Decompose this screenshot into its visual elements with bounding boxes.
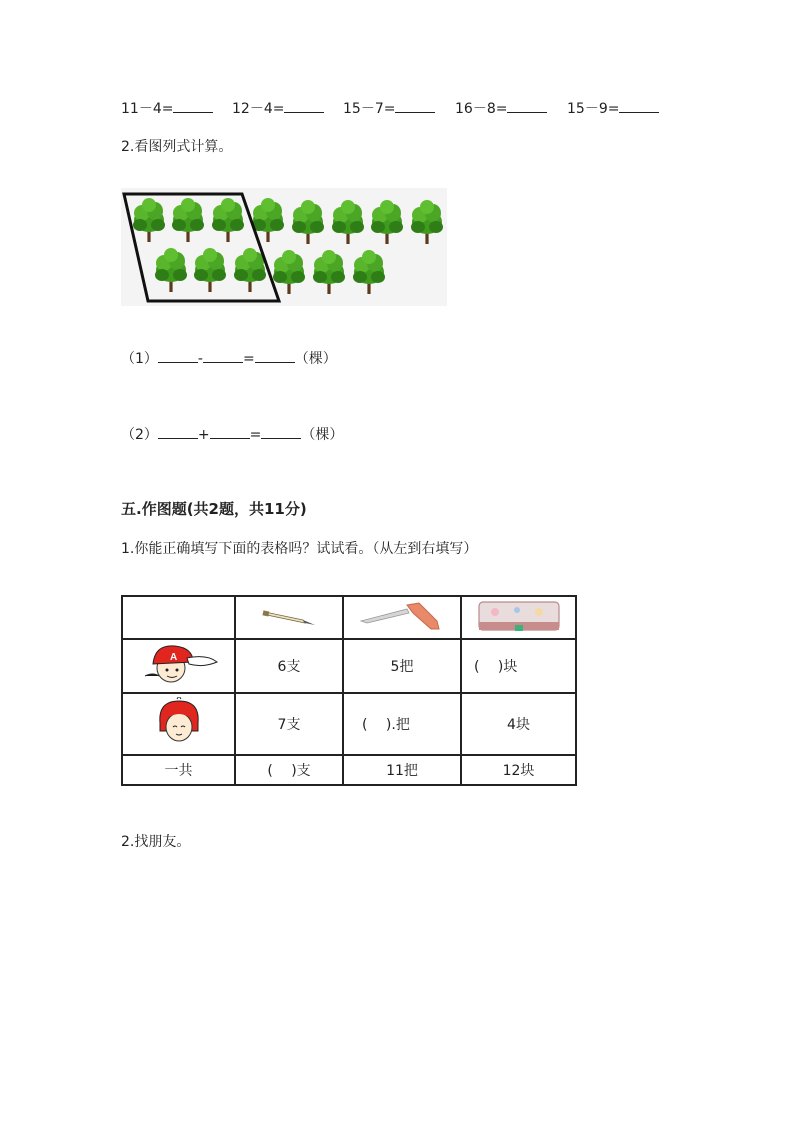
- answer-blank[interactable]: [284, 98, 324, 113]
- equation-1: 11－4=: [121, 98, 213, 119]
- table-header-knife: [343, 596, 461, 639]
- table-header-empty: [122, 596, 235, 639]
- answer-blank[interactable]: [619, 98, 659, 113]
- cell-boy-pencils: 6支: [235, 639, 343, 693]
- fill-table: [121, 595, 577, 786]
- row-total-label: 一共: [122, 755, 235, 785]
- boy-cap-icon: [137, 642, 221, 686]
- knife-icon: [357, 599, 447, 633]
- cell-total-boxes: 12块: [461, 755, 576, 785]
- answer-blank[interactable]: [255, 348, 295, 363]
- cell-boy-boxes[interactable]: ( )块: [461, 639, 576, 693]
- answer-blank[interactable]: [507, 98, 547, 113]
- question-2-title: 2.看图列式计算。: [121, 139, 233, 155]
- question-2b-title: 2.找朋友。: [121, 834, 191, 850]
- cell-girl-knives[interactable]: ( ).把: [343, 693, 461, 755]
- row-boy: [122, 639, 235, 693]
- cell-boy-knives: 5把: [343, 639, 461, 693]
- cell-total-pencils[interactable]: ( )支: [235, 755, 343, 785]
- svg-text:A: A: [169, 652, 177, 663]
- cell-total-knives: 11把: [343, 755, 461, 785]
- section-heading: 五.作图题(共2题，共11分): [121, 500, 307, 518]
- answer-blank[interactable]: [261, 424, 301, 439]
- equation-5: 15－9=: [567, 98, 659, 119]
- question-1-title: 1.你能正确填写下面的表格吗？试试看。（从左到右填写）: [121, 541, 478, 557]
- pencil-icon: [259, 606, 319, 626]
- calc-line-2: （2） + = （棵）: [121, 424, 343, 445]
- trees-figure: [121, 188, 447, 306]
- calc-line-1: （1） - = （棵）: [121, 348, 337, 369]
- equation-3: 15－7=: [343, 98, 435, 119]
- girl-icon: [154, 697, 204, 747]
- table-header-pencil-box: [461, 596, 576, 639]
- equation-4: 16－8=: [455, 98, 547, 119]
- table-header-pencil: [235, 596, 343, 639]
- answer-blank[interactable]: [158, 424, 198, 439]
- cell-girl-boxes: 4块: [461, 693, 576, 755]
- answer-blank[interactable]: [158, 348, 198, 363]
- answer-blank[interactable]: [203, 348, 243, 363]
- equation-2: 12－4=: [232, 98, 324, 119]
- answer-blank[interactable]: [210, 424, 250, 439]
- pencil-box-icon: [477, 598, 561, 634]
- row-girl: [122, 693, 235, 755]
- answer-blank[interactable]: [395, 98, 435, 113]
- answer-blank[interactable]: [173, 98, 213, 113]
- cell-girl-pencils: 7支: [235, 693, 343, 755]
